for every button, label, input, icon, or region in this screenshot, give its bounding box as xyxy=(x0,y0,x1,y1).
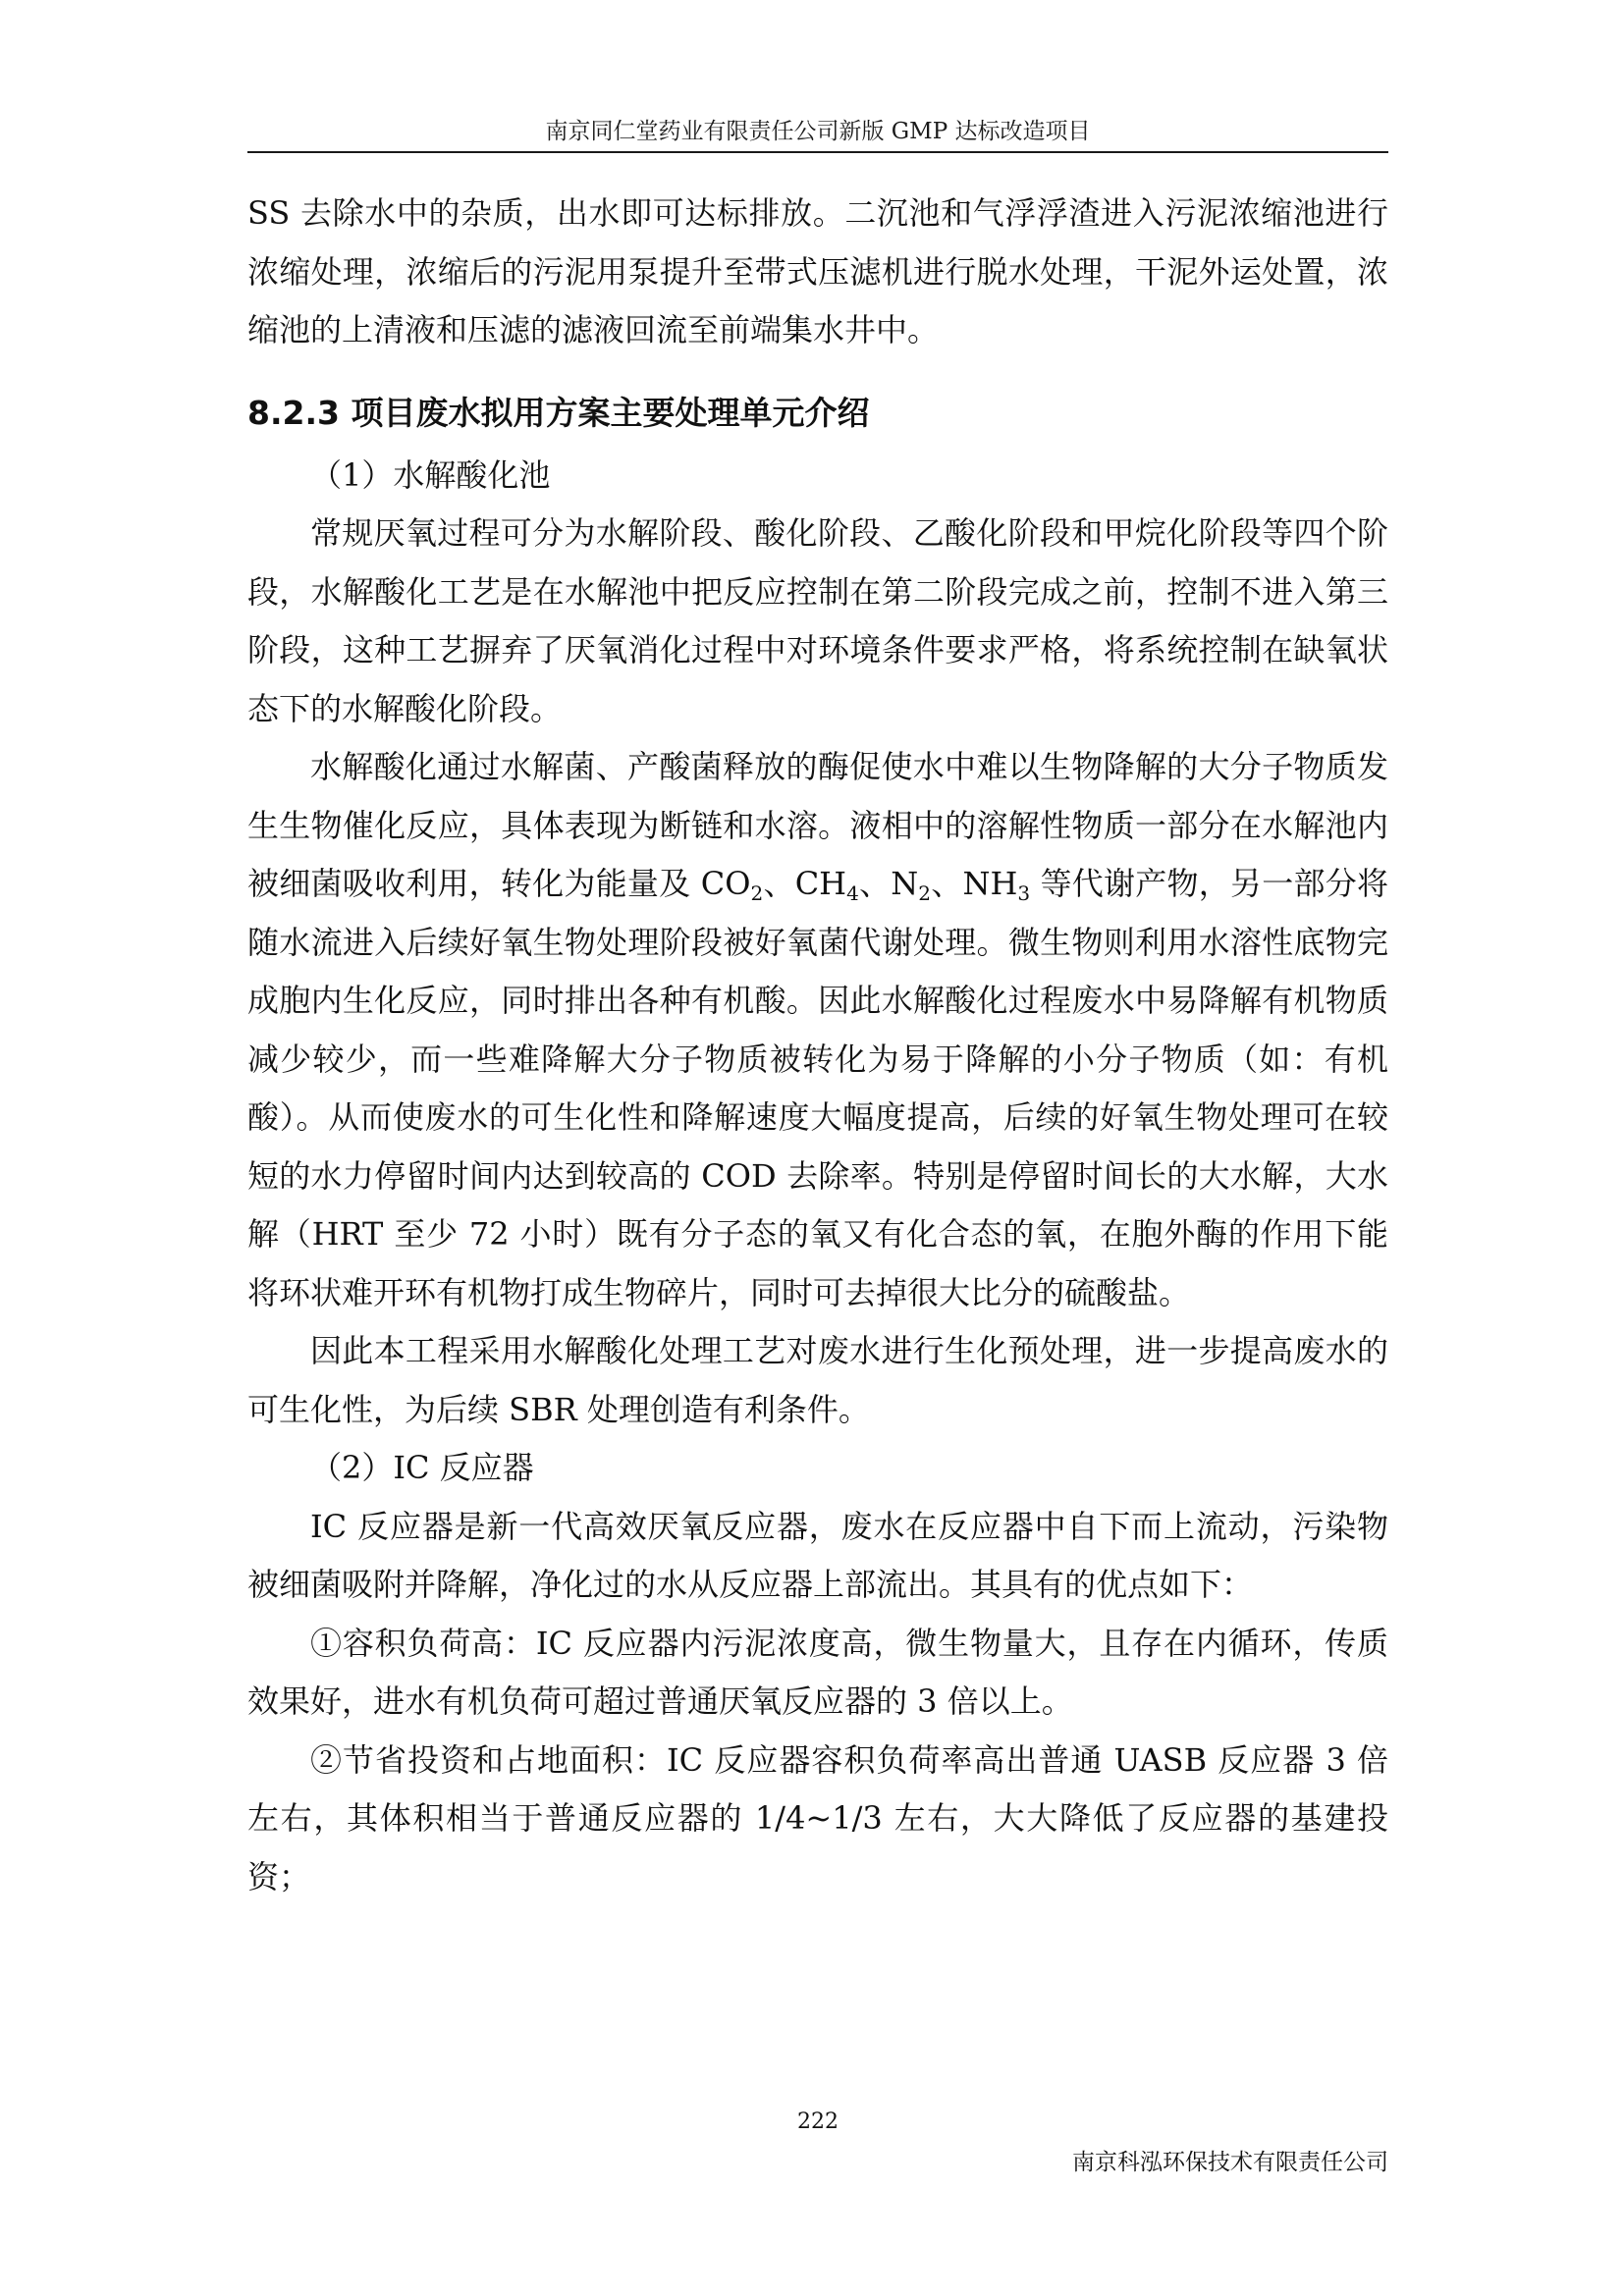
formula-ch4: $CH_4$ xyxy=(794,865,859,905)
ic-paragraph-1: IC 反应器是新一代高效厌氧反应器，废水在反应器中自下而上流动，污染物被细菌吸附并降解，净化过的水从反应器上部流出。其具有的优点如下： xyxy=(247,1507,1388,1603)
header-rule xyxy=(247,151,1388,153)
document-body xyxy=(247,185,1388,1906)
ic-paragraph-2: ①容积负荷高：IC 反应器内污泥浓度高，微生物量大，且存在内循环，传质效果好，进水有机负荷可超过普通厌氧反应器的 3 倍以上。 xyxy=(247,1624,1388,1720)
formula-n2: $N_2$ xyxy=(891,865,932,905)
subsection-title-hydrolysis: （1）水解酸化池 xyxy=(310,455,551,494)
footer-company: 南京科泓环保技术有限责任公司 xyxy=(1072,2150,1388,2175)
hydrolysis-paragraph-1: 常规厌氧过程可分为水解阶段、酸化阶段、乙酸化阶段和甲烷化阶段等四个阶段，水解酸化工艺是在水解池中把反应控制在第二阶段完成之前，控制不进入第三阶段，这种工艺摒弃了厌氧消化过程中对环境条件要求严格，将系统控制在缺氧状态下的水解酸化阶段。 xyxy=(247,514,1388,727)
page-number: 222 xyxy=(797,2109,839,2134)
section-heading: 8.2.3 项目废水拟用方案主要处理单元介绍 xyxy=(247,393,870,432)
hydrolysis-paragraph-2-part-b: 等代谢产物，另一部分将随水流进入后续好氧生物处理阶段被好氧菌代谢处理。微生物则利用水溶性底物完成胞内生化反应，同时排出各种有机酸。因此水解酸化过程废水中易降解有机物质减少较少，而一些难降解大分子物质被转化为易于降解的小分子物质（如：有机酸）。从而使废水的可生化性和降解速度大幅度提高，后续的好氧生物处理可在较短的水力停留时间内达到较高的 COD 去除率。特别是停留时间长的大水解，大水解（HRT 至少 72 小时）既有分子态的氧又有化合态的氧，在胞外酶的作用下能将环状难开环有机物打成生物碎片，同时可去掉很大比分的硫酸盐。 xyxy=(247,865,1388,1311)
page-header: 南京同仁堂药业有限责任公司新版 GMP 达标改造项目 xyxy=(545,119,1091,144)
hydrolysis-paragraph-2-part-a: 水解酸化通过水解菌、产酸菌释放的酶促使水中难以生物降解的大分子物质发生生物催化反应，具体表现为断链和水溶。液相中的溶解性物质一部分在水解池内被细菌吸收利用，转化为能量及 xyxy=(247,748,1388,902)
formula-co2: $CO_2$ xyxy=(700,865,764,905)
ic-paragraph-3: ②节省投资和占地面积：IC 反应器容积负荷率高出普通 UASB 反应器 3 倍左右，其体积相当于普通反应器的 1/4~1/3 左右，大大降低了反应器的基建投资； xyxy=(247,1740,1388,1896)
subsection-title-ic-reactor: （2）IC 反应器 xyxy=(310,1449,534,1486)
intro-paragraph: SS 去除水中的杂质，出水即可达标排放。二沉池和气浮浮渣进入污泥浓缩池进行浓缩处理，浓缩后的污泥用泵提升至带式压滤机进行脱水处理，干泥外运处置，浓缩池的上清液和压滤的滤液回流至前端集水井中。 xyxy=(247,194,1388,348)
hydrolysis-paragraph-3: 因此本工程采用水解酸化处理工艺对废水进行生化预处理，进一步提高废水的可生化性，为后续 SBR 处理创造有利条件。 xyxy=(247,1332,1388,1428)
formula-nh3: $NH_3$ xyxy=(962,865,1031,905)
hydrolysis-paragraph-2: 水解酸化通过水解菌、产酸菌释放的酶促使水中难以生物降解的大分子物质发生生物催化反应，具体表现为断链和水溶。液相中的溶解性物质一部分在水解池内被细菌吸收利用，转化为能量及 $CO_2$、$CH_4$、$N_2$、$NH_3$ 等代谢产物，另一部分将随水流进入后续好氧生物处理阶段被好氧菌代谢处理。微生物则利用水溶性底物完成胞内生化反应，同时排出各种有机酸。因此水解酸化过程废水中易降解有机物质减少较少，而一些难降解大分子物质被转化为易于降解的小分子物质（如：有机酸）。从而使废水的可生化性和降解速度大幅度提高，后续的好氧生物处理可在较短的水力停留时间内达到较高的 COD 去除率。特别是停留时间长的大水解，大水解（HRT 至少 72 小时）既有分子态的氧又有化合态的氧，在胞外酶的作用下能将环状难开环有机物打成生物碎片，同时可去掉很大比分的硫酸盐。 xyxy=(247,748,1388,1311)
